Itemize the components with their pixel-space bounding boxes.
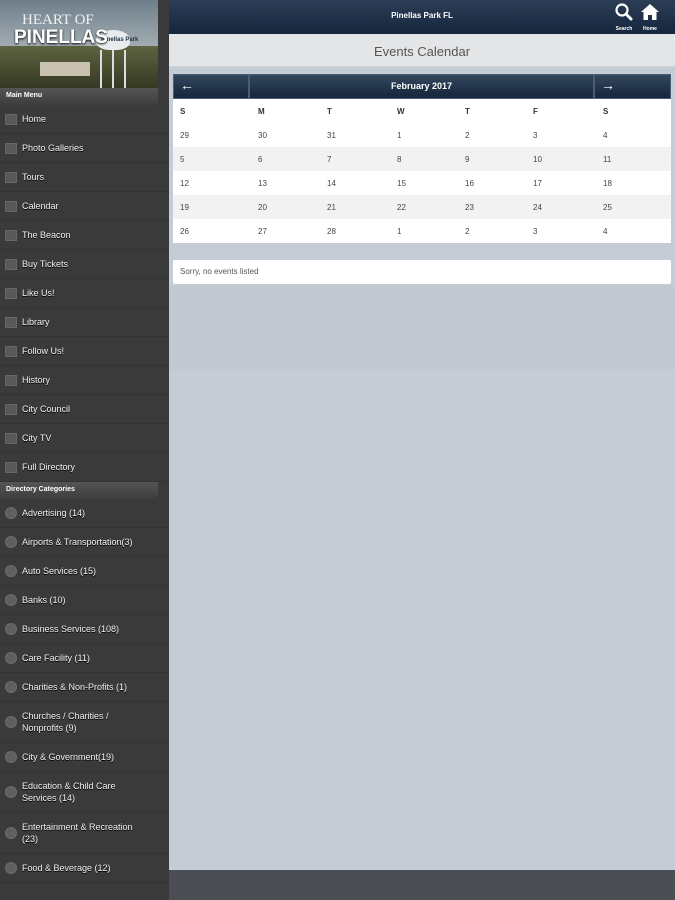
home-label: Home <box>643 26 657 32</box>
weekday-header: M <box>251 99 320 123</box>
directory-category-label: City & Government(19) <box>22 752 115 762</box>
chevron-circle-icon <box>5 786 17 798</box>
search-button[interactable] <box>612 3 636 31</box>
calendar-day[interactable]: 26 <box>173 219 251 243</box>
directory-category-item[interactable] <box>0 743 169 772</box>
menu-item-the-beacon[interactable] <box>0 221 169 250</box>
content-spacer <box>169 286 675 370</box>
menu-item-photo-galleries[interactable] <box>0 134 169 163</box>
calendar-day[interactable]: 21 <box>320 195 390 219</box>
calendar-day[interactable]: 4 <box>596 219 671 243</box>
calendar-day[interactable]: 1 <box>390 123 458 147</box>
calendar-day[interactable]: 6 <box>251 147 320 171</box>
bottom-bar <box>169 870 675 900</box>
calendar-day[interactable]: 30 <box>251 123 320 147</box>
calendar-day[interactable]: 31 <box>320 123 390 147</box>
menu-item-follow-us[interactable] <box>0 337 169 366</box>
main-menu-header: Main Menu <box>0 88 158 105</box>
directory-categories-header: Directory Categories <box>0 482 158 499</box>
directory-category-label: Food & Beverage (12) <box>22 863 111 873</box>
calendar-day[interactable]: 3 <box>526 123 596 147</box>
calendar-day[interactable]: 27 <box>251 219 320 243</box>
tv-icon <box>5 433 17 444</box>
menu-item-label: Calendar <box>22 201 59 211</box>
water-tower-leg <box>112 50 114 88</box>
calendar-week-row <box>173 147 671 171</box>
menu-item-label: Buy Tickets <box>22 259 69 269</box>
menu-item-label: Home <box>22 114 47 124</box>
chevron-circle-icon <box>5 623 17 635</box>
calendar-week-row <box>173 219 671 243</box>
calendar-day[interactable]: 4 <box>596 123 671 147</box>
chevron-circle-icon <box>5 652 17 664</box>
heart-of-pinellas-banner <box>0 0 158 88</box>
directory-category-label: Charities & Non-Profits (1) <box>22 682 128 692</box>
directory-category-item[interactable] <box>0 854 169 883</box>
menu-item-like-us[interactable] <box>0 279 169 308</box>
weekday-header: T <box>320 99 390 123</box>
banner-line1: HEART OF <box>22 12 94 28</box>
menu-item-label: City Council <box>22 404 71 414</box>
calendar-day[interactable]: 3 <box>526 219 596 243</box>
search-icon <box>614 3 634 21</box>
like-icon <box>5 288 17 299</box>
directory-category-label: Churches / Charities / Nonprofits (9) <box>22 711 109 733</box>
chevron-circle-icon <box>5 862 17 874</box>
menu-item-home[interactable] <box>0 105 169 134</box>
calendar-day[interactable]: 9 <box>458 147 526 171</box>
main-menu <box>0 105 169 482</box>
current-month-label: February 2017 <box>249 74 594 99</box>
chevron-circle-icon <box>5 594 17 606</box>
library-icon <box>5 317 17 328</box>
calendar-day[interactable]: 15 <box>390 171 458 195</box>
council-icon <box>5 404 17 415</box>
calendar-week-row <box>173 123 671 147</box>
menu-item-calendar[interactable] <box>0 192 169 221</box>
menu-item-library[interactable] <box>0 308 169 337</box>
directory-category-label: Banks (10) <box>22 595 66 605</box>
beacon-icon <box>5 230 17 241</box>
calendar-day[interactable]: 17 <box>526 171 596 195</box>
calendar-day[interactable]: 2 <box>458 123 526 147</box>
previous-month-button[interactable]: ← <box>173 74 249 99</box>
page-title: Events Calendar <box>169 34 675 67</box>
menu-item-label: Like Us! <box>22 288 55 298</box>
menu-item-buy-tickets[interactable] <box>0 250 169 279</box>
directory-category-label: Education & Child Care Services (14) <box>22 781 116 803</box>
menu-item-label: City TV <box>22 433 52 443</box>
calendar-day[interactable]: 2 <box>458 219 526 243</box>
directory-icon <box>5 462 17 473</box>
menu-item-label: Tours <box>22 172 45 182</box>
directory-category-label: Entertainment & Recreation (23) <box>22 822 133 844</box>
calendar-week-row <box>173 195 671 219</box>
directory-menu <box>0 499 169 883</box>
water-tower-leg <box>100 50 102 88</box>
directory-category-label: Airports & Transportation(3) <box>22 537 133 547</box>
chevron-circle-icon <box>5 681 17 693</box>
directory-category-label: Care Facility (11) <box>22 653 90 663</box>
weekday-header-row <box>173 99 671 123</box>
calendar-day[interactable]: 5 <box>173 147 251 171</box>
menu-item-history[interactable] <box>0 366 169 395</box>
weekday-header: W <box>390 99 458 123</box>
menu-item-label: Photo Galleries <box>22 143 84 153</box>
app-title: Pinellas Park FL <box>391 11 453 20</box>
weekday-header: F <box>526 99 596 123</box>
calendar-day[interactable]: 23 <box>458 195 526 219</box>
menu-item-tours[interactable] <box>0 163 169 192</box>
water-tower-leg <box>124 50 126 88</box>
directory-category-item[interactable] <box>0 586 169 615</box>
events-calendar <box>173 74 671 243</box>
menu-item-city-council[interactable] <box>0 395 169 424</box>
calendar-nav <box>173 74 671 99</box>
no-events-message: Sorry, no events listed <box>173 260 671 284</box>
directory-category-label: Auto Services (15) <box>22 566 97 576</box>
directory-category-label: Advertising (14) <box>22 508 86 518</box>
directory-category-item[interactable] <box>0 528 169 557</box>
calendar-day[interactable]: 14 <box>320 171 390 195</box>
calendar-icon <box>5 201 17 212</box>
weekday-header: S <box>596 99 671 123</box>
directory-category-item[interactable] <box>0 644 169 673</box>
calendar-day[interactable]: 19 <box>173 195 251 219</box>
ticket-icon <box>5 259 17 270</box>
chevron-circle-icon <box>5 507 17 519</box>
chevron-circle-icon <box>5 716 17 728</box>
calendar-day[interactable]: 29 <box>173 123 251 147</box>
calendar-day[interactable]: 13 <box>251 171 320 195</box>
directory-category-label: Business Services (108) <box>22 624 120 634</box>
banner-buildings <box>40 62 90 76</box>
weekday-header: S <box>173 99 251 123</box>
tours-icon <box>5 172 17 183</box>
home-icon <box>5 114 17 125</box>
chevron-circle-icon <box>5 751 17 763</box>
calendar-day[interactable]: 12 <box>173 171 251 195</box>
calendar-week-row <box>173 171 671 195</box>
search-label: Search <box>615 26 633 32</box>
calendar-day[interactable]: 11 <box>596 147 671 171</box>
calendar-day[interactable]: 24 <box>526 195 596 219</box>
calendar-day[interactable]: 8 <box>390 147 458 171</box>
chevron-circle-icon <box>5 827 17 839</box>
calendar-grid <box>173 99 671 243</box>
top-bar <box>169 0 675 34</box>
sidebar <box>0 0 169 900</box>
calendar-day[interactable]: 20 <box>251 195 320 219</box>
main-content <box>169 34 675 870</box>
home-button[interactable] <box>638 3 662 31</box>
calendar-day[interactable]: 25 <box>596 195 671 219</box>
calendar-day[interactable]: 1 <box>390 219 458 243</box>
banner-line2: PINELLAS <box>14 27 108 48</box>
directory-category-item[interactable] <box>0 813 169 854</box>
history-icon <box>5 375 17 386</box>
menu-item-full-directory[interactable] <box>0 453 169 482</box>
directory-category-item[interactable] <box>0 673 169 702</box>
menu-item-label: Library <box>22 317 50 327</box>
menu-item-label: Follow Us! <box>22 346 65 356</box>
directory-category-item[interactable] <box>0 772 169 813</box>
next-month-button[interactable]: → <box>594 74 671 99</box>
menu-item-label: Full Directory <box>22 462 76 472</box>
directory-category-item[interactable] <box>0 557 169 586</box>
chevron-circle-icon <box>5 536 17 548</box>
directory-category-item[interactable] <box>0 702 169 743</box>
calendar-day[interactable]: 22 <box>390 195 458 219</box>
calendar-day[interactable]: 10 <box>526 147 596 171</box>
calendar-body <box>173 123 671 243</box>
directory-category-item[interactable] <box>0 615 169 644</box>
weekday-header: T <box>458 99 526 123</box>
menu-item-label: History <box>22 375 51 385</box>
follow-icon <box>5 346 17 357</box>
calendar-day[interactable]: 28 <box>320 219 390 243</box>
calendar-day[interactable]: 16 <box>458 171 526 195</box>
menu-item-city-tv[interactable] <box>0 424 169 453</box>
calendar-day[interactable]: 7 <box>320 147 390 171</box>
content-empty-area <box>169 370 675 870</box>
water-tower-text: Pinellas Park <box>101 37 139 43</box>
home-icon <box>640 3 660 21</box>
chevron-circle-icon <box>5 565 17 577</box>
photo-icon <box>5 143 17 154</box>
menu-item-label: The Beacon <box>22 230 71 240</box>
directory-category-item[interactable] <box>0 499 169 528</box>
calendar-day[interactable]: 18 <box>596 171 671 195</box>
